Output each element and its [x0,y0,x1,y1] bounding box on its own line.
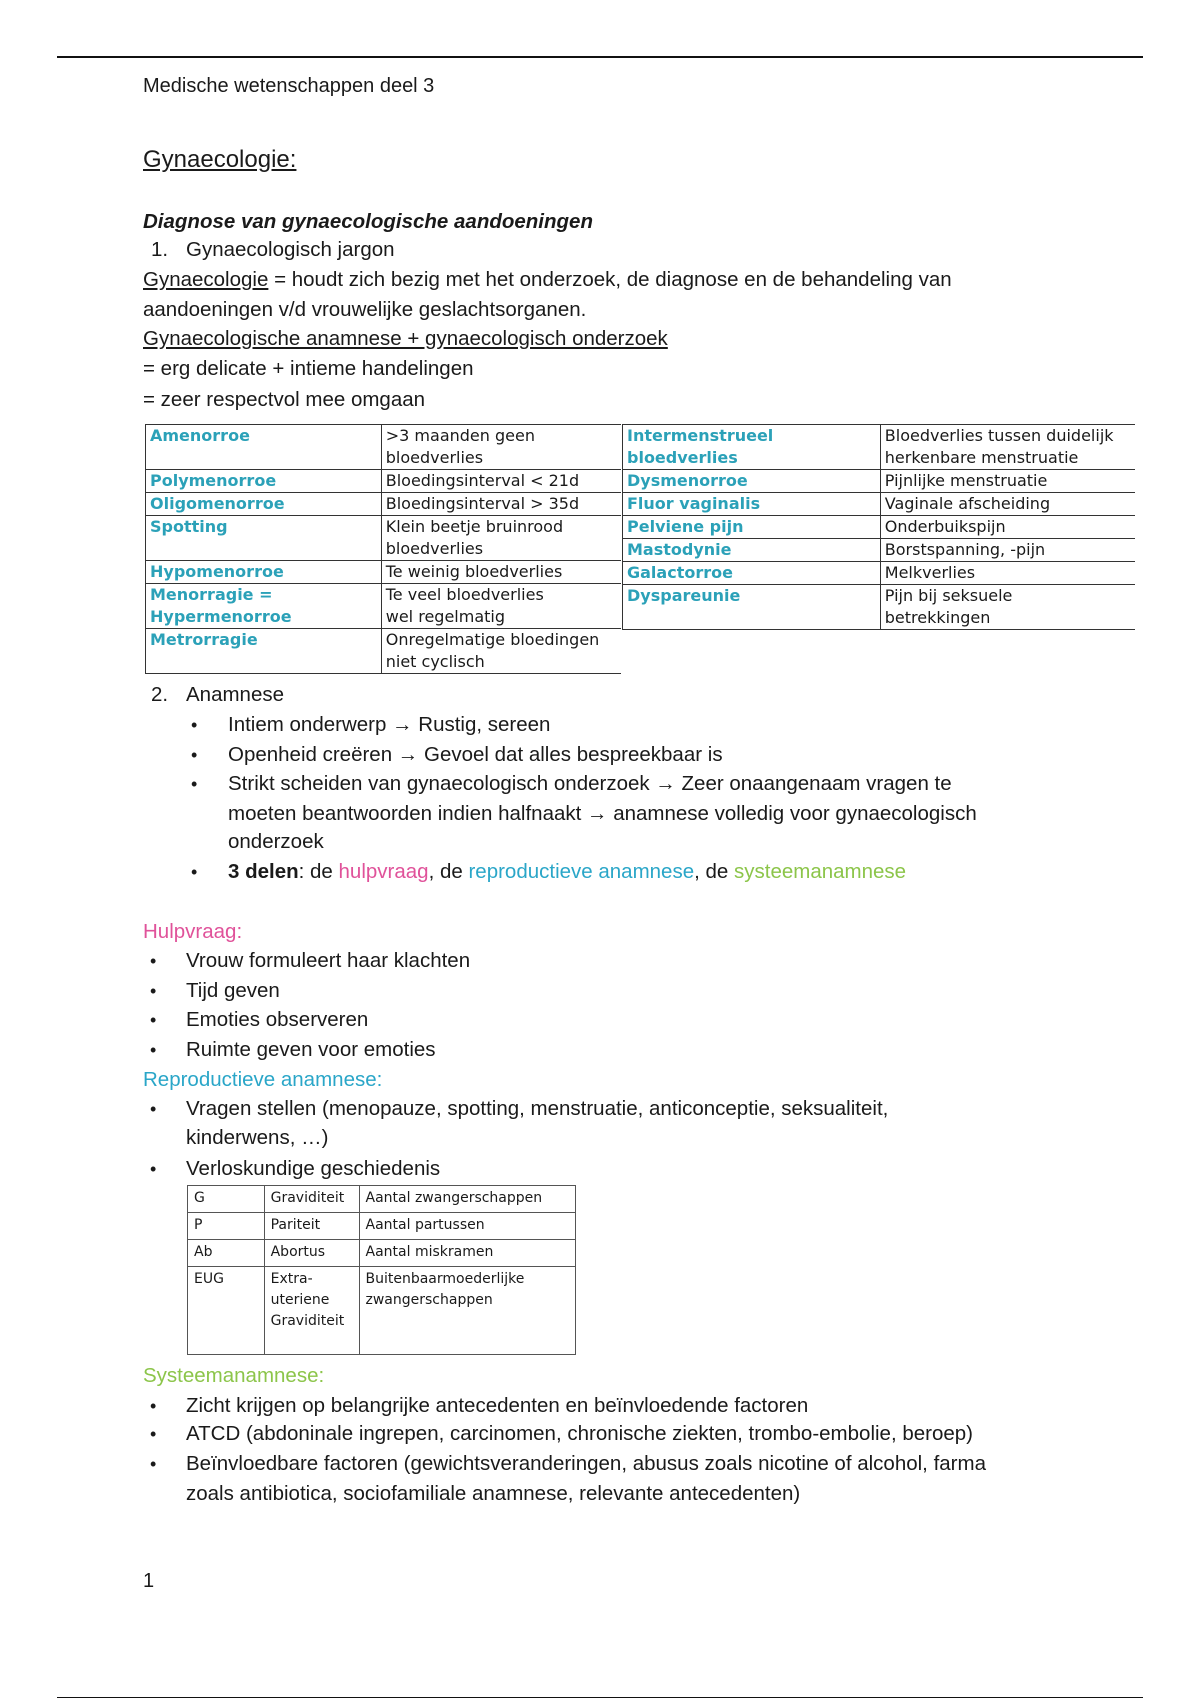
terms-right-row [623,493,1136,516]
parts-sep: , de [694,860,734,883]
terms-table-left [145,424,621,674]
terms-right-row [623,585,1136,630]
note-line-a: = erg delicate + intieme handelingen [143,357,474,380]
term-cell: Hypomenorroe [146,561,382,584]
name-cell: Graviditeit [264,1186,359,1213]
reproductief-heading: Reproductieve anamnese: [143,1068,383,1091]
bullet-icon: • [191,862,198,882]
reproductief-bullet: Vragen stellen (menopauze, spotting, menstruatie, anticonceptie, seksualiteit, [186,1097,889,1120]
name-cell: Abortus [264,1240,359,1267]
terms-left-row [146,425,622,470]
bullet-icon: • [150,1040,157,1060]
bullet-icon: • [150,1396,157,1416]
terms-table-right [622,424,1135,630]
definition-cell: Bloedverlies tussen duidelijk herkenbare menstruatie [880,425,1135,470]
meaning-cell: Aantal partussen [359,1213,576,1240]
definition-cell: Pijn bij seksuele betrekkingen [880,585,1135,630]
definition-cell: Bloedingsinterval > 35d [381,493,621,516]
obstetric-history-table [187,1185,576,1355]
term-cell: Mastodynie [623,539,881,562]
terms-right-row [623,539,1136,562]
name-cell: Extra- uteriene Graviditeit [264,1267,359,1355]
bullet-icon: • [150,1099,157,1119]
anamnese-bullet: Intiem onderwerp → Rustig, sereen [228,713,551,736]
definition-cell: Pijnlijke menstruatie [880,470,1135,493]
parts-sep: : de [298,860,339,883]
abbr-cell: Ab [188,1240,265,1267]
term-cell: Intermenstrueel bloedverlies [623,425,881,470]
systeem-bullet: Zicht krijgen op belangrijke antecedenten en beïnvloedende factoren [186,1394,809,1417]
section-title: Gynaecologie: [143,146,297,173]
terms-right-row [623,562,1136,585]
terms-right-row [623,516,1136,539]
hulpvraag-bullet: Emoties observeren [186,1008,369,1031]
part-hulpvraag: hulpvraag [338,860,429,883]
term-cell: Galactorroe [623,562,881,585]
meaning-cell: Aantal miskramen [359,1240,576,1267]
item1-number: 1. [151,238,169,261]
terms-left-row [146,470,622,493]
definition-cell: Onregelmatige bloedingen niet cyclisch [381,629,621,674]
term-cell: Fluor vaginalis [623,493,881,516]
item1-label: Gynaecologisch jargon [186,238,395,261]
bullet-icon: • [150,1424,157,1444]
term-cell: Pelviene pijn [623,516,881,539]
abbr-cell: G [188,1186,265,1213]
systeem-bullet-cont: zoals antibiotica, sociofamiliale anamnese, relevante antecedenten) [186,1482,801,1505]
terms-left-row [146,493,622,516]
bullet-icon: • [150,1159,157,1179]
term-cell: Amenorroe [146,425,382,470]
underlined-line: Gynaecologische anamnese + gynaecologisch onderzoek [143,327,668,350]
definition-cell: >3 maanden geen bloedverlies [381,425,621,470]
definition-cell: Vaginale afscheiding [880,493,1135,516]
term-cell: Menorragie = Hypermenorroe [146,584,382,629]
bullet-icon: • [191,715,198,735]
abbr-cell: EUG [188,1267,265,1355]
parts-sep: , de [428,860,469,883]
obstetric-row [188,1240,576,1267]
bullet-icon: • [150,1010,157,1030]
term-cell: Dyspareunie [623,585,881,630]
reproductief-bullet: Verloskundige geschiedenis [186,1157,441,1180]
hulpvraag-bullet: Ruimte geven voor emoties [186,1038,436,1061]
systeem-heading: Systeemanamnese: [143,1364,325,1387]
term-cell: Oligomenorroe [146,493,382,516]
systeem-bullet: Beïnvloedbare factoren (gewichtsveranderingen, abusus zoals nicotine of alcohol, farma [186,1452,986,1475]
running-title: Medische wetenschappen deel 3 [143,75,435,97]
definition-cell: Melkverlies [880,562,1135,585]
definition-cell: Onderbuikspijn [880,516,1135,539]
obstetric-row [188,1186,576,1213]
terms-right-row [623,425,1136,470]
subsection-title: Diagnose van gynaecologische aandoeningen [143,210,593,233]
definition-cell: Bloedingsinterval < 21d [381,470,621,493]
term-cell: Polymenorroe [146,470,382,493]
terms-left-row [146,516,622,561]
anamnese-bullet-cont: moeten beantwoorden indien halfnaakt → anamnese volledig voor gynaecologisch [228,802,977,825]
definition-line-2: aandoeningen v/d vrouwelijke geslachtsorganen. [143,298,587,321]
reproductief-bullet-cont: kinderwens, …) [186,1126,329,1149]
item2-number: 2. [151,683,169,706]
abbr-cell: P [188,1213,265,1240]
definition-text: = houdt zich bezig met het onderzoek, de diagnose en de behandeling van [268,268,952,291]
definition-cell: Klein beetje bruinrood bloedverlies [381,516,621,561]
anamnese-bullet-cont: onderzoek [228,830,324,853]
bullet-icon: • [150,1454,157,1474]
note-line-b: = zeer respectvol mee omgaan [143,388,426,411]
anamnese-bullet: Openheid creëren → Gevoel dat alles bespreekbaar is [228,743,723,766]
terms-left-row [146,584,622,629]
item2-label: Anamnese [186,683,285,706]
top-rule [57,56,1143,58]
parts-lead: 3 delen [228,860,299,883]
part-reproductief: reproductieve anamnese [468,860,695,883]
obstetric-row [188,1267,576,1355]
bullet-icon: • [150,981,157,1001]
hulpvraag-bullet: Vrouw formuleert haar klachten [186,949,471,972]
obstetric-row [188,1213,576,1240]
terms-left-row [146,629,622,674]
name-cell: Pariteit [264,1213,359,1240]
bullet-icon: • [191,774,198,794]
bullet-icon: • [191,745,198,765]
term-cell: Spotting [146,516,382,561]
meaning-cell: Buitenbaarmoederlijke zwangerschappen [359,1267,576,1355]
definition-cell: Te veel bloedverlies wel regelmatig [381,584,621,629]
part-systeem: systeemanamnese [734,860,907,883]
three-parts-line [228,858,906,886]
bottom-rule [57,1697,1143,1698]
meaning-cell: Aantal zwangerschappen [359,1186,576,1213]
page-number: 1 [143,1570,155,1592]
definition-cell: Te weinig bloedverlies [381,561,621,584]
systeem-bullet: ATCD (abdoninale ingrepen, carcinomen, chronische ziekten, trombo-embolie, beroep) [186,1422,973,1445]
anamnese-bullet: Strikt scheiden van gynaecologisch onderzoek → Zeer onaangenaam vragen te [228,772,952,795]
terms-left-row [146,561,622,584]
bullet-icon: • [150,951,157,971]
terms-right-row [623,470,1136,493]
hulpvraag-bullet: Tijd geven [186,979,280,1002]
hulpvraag-heading: Hulpvraag: [143,920,243,943]
definition-term: Gynaecologie [143,268,269,291]
term-cell: Metrorragie [146,629,382,674]
term-cell: Dysmenorroe [623,470,881,493]
definition-line-1 [143,266,952,294]
definition-cell: Borstspanning, -pijn [880,539,1135,562]
